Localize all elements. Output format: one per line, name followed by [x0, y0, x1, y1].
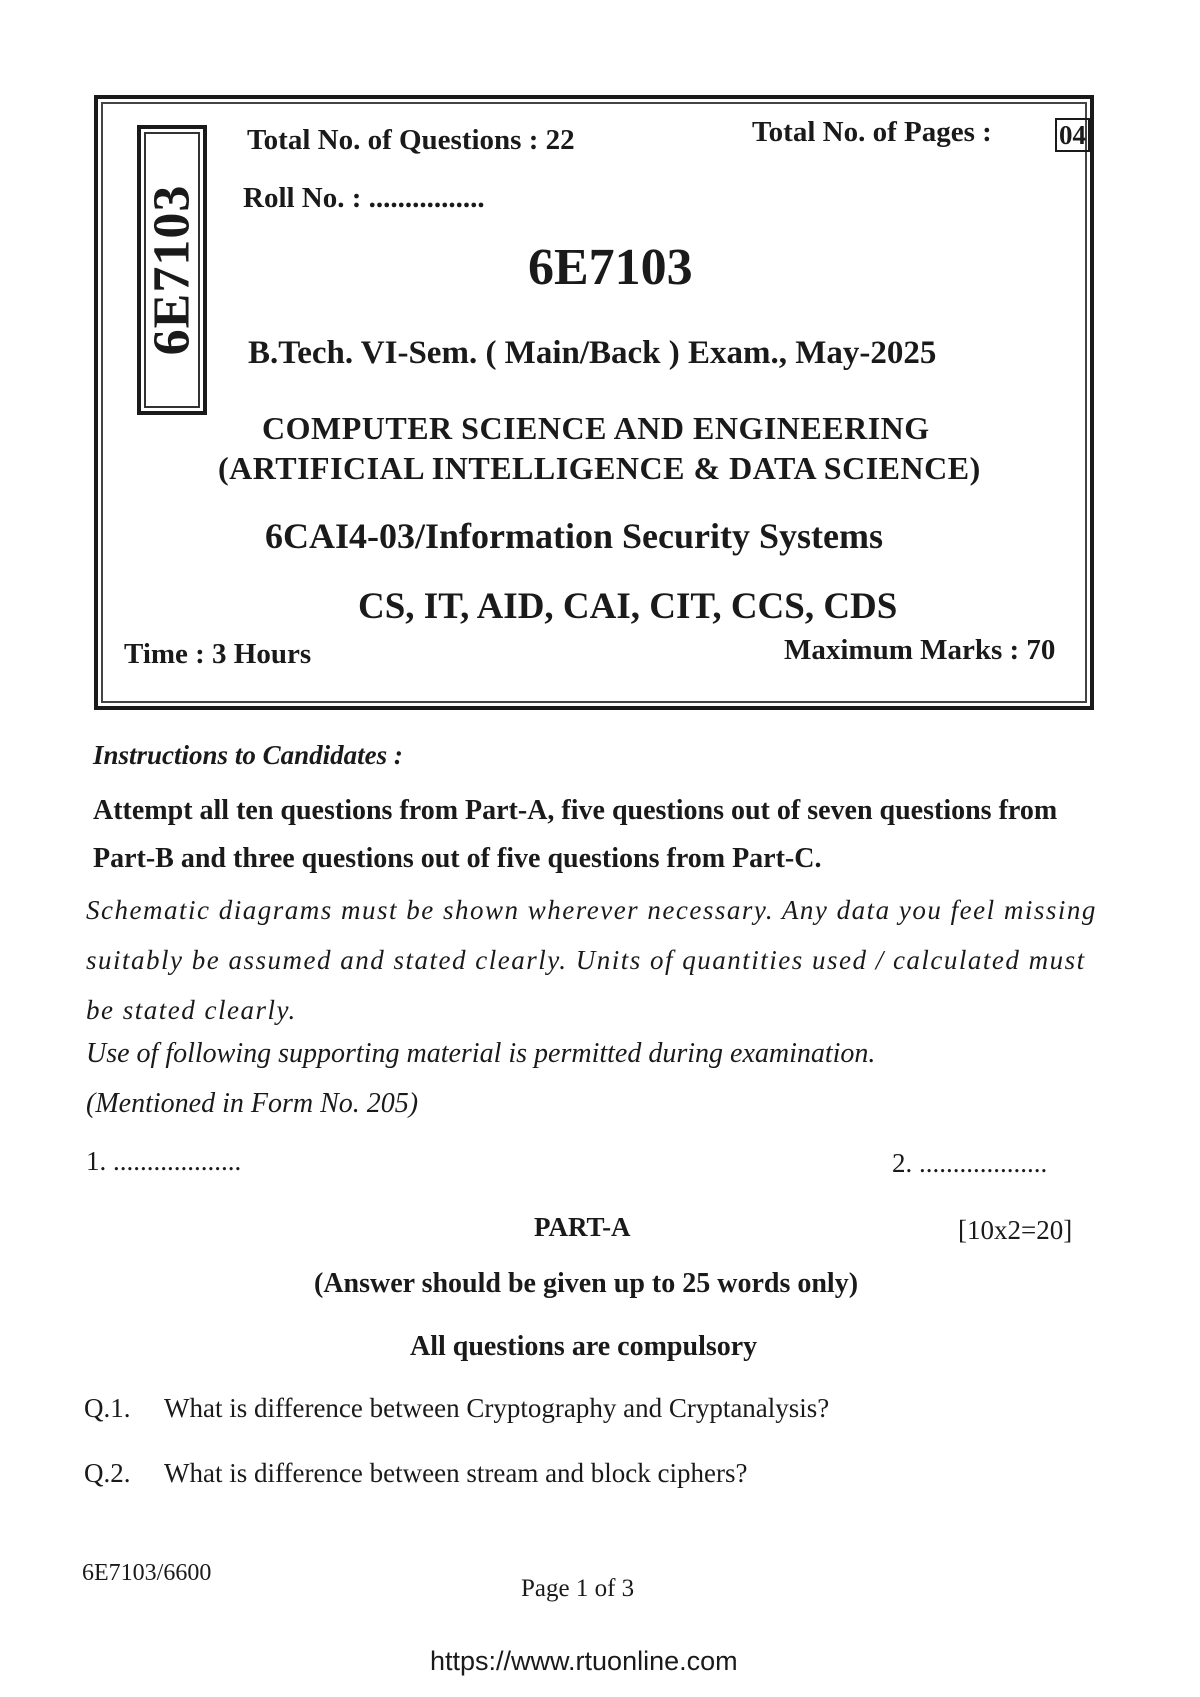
part-a-compulsory: All questions are compulsory [410, 1331, 758, 1362]
total-questions: Total No. of Questions : 22 [247, 124, 575, 156]
branch-line-1: COMPUTER SCIENCE AND ENGINEERING [262, 410, 930, 446]
exam-time: Time : 3 Hours [124, 638, 312, 670]
question-text: What is difference between Cryptography and Cryptanalysis? [164, 1393, 830, 1423]
material-item-2: 2. ................... [892, 1148, 1048, 1178]
material-item-1: 1. ................... [86, 1146, 242, 1176]
page-number: Page 1 of 3 [521, 1575, 635, 1602]
maximum-marks: Maximum Marks : 70 [784, 634, 1056, 666]
instructions-general: Schematic diagrams must be shown wherever necessary. Any data you feel missing suitably be assumed and stated clearly. Units of quantities used / calculated must be stated clearly. [86, 895, 1097, 1025]
subject-title: 6CAI4-03/Information Security Systems [265, 516, 883, 556]
question-number: Q.2. [84, 1458, 131, 1488]
instructions-material: Use of following supporting material is permitted during examination. [86, 1038, 876, 1069]
paper-code: 6E7103 [528, 239, 693, 296]
total-pages-value: 04 [1055, 118, 1090, 152]
branch-codes: CS, IT, AID, CAI, CIT, CCS, CDS [358, 586, 898, 627]
part-a-marks: [10x2=20] [958, 1215, 1073, 1245]
part-a-note: (Answer should be given up to 25 words only) [314, 1268, 859, 1299]
side-paper-code: 6E7103 [143, 184, 201, 356]
instructions-attempt: Attempt all ten questions from Part-A, five questions out of seven questions from Part-B and three questions out of five questions from Part-C. [93, 795, 1058, 874]
exam-title: B.Tech. VI-Sem. ( Main/Back ) Exam., May-2025 [248, 335, 937, 371]
source-url: https://www.rtuonline.com [430, 1646, 738, 1676]
footer-paper-code: 6E7103/6600 [82, 1560, 212, 1586]
part-a-title: PART-A [534, 1212, 631, 1242]
question-number: Q.1. [84, 1393, 131, 1423]
roll-number: Roll No. : ................ [243, 182, 485, 214]
instructions-title: Instructions to Candidates : [93, 740, 403, 770]
instructions-form: (Mentioned in Form No. 205) [86, 1088, 419, 1119]
branch-line-2: (ARTIFICIAL INTELLIGENCE & DATA SCIENCE) [218, 450, 981, 486]
question-text: What is difference between stream and block ciphers? [164, 1458, 748, 1488]
total-pages-label: Total No. of Pages : [752, 116, 992, 148]
